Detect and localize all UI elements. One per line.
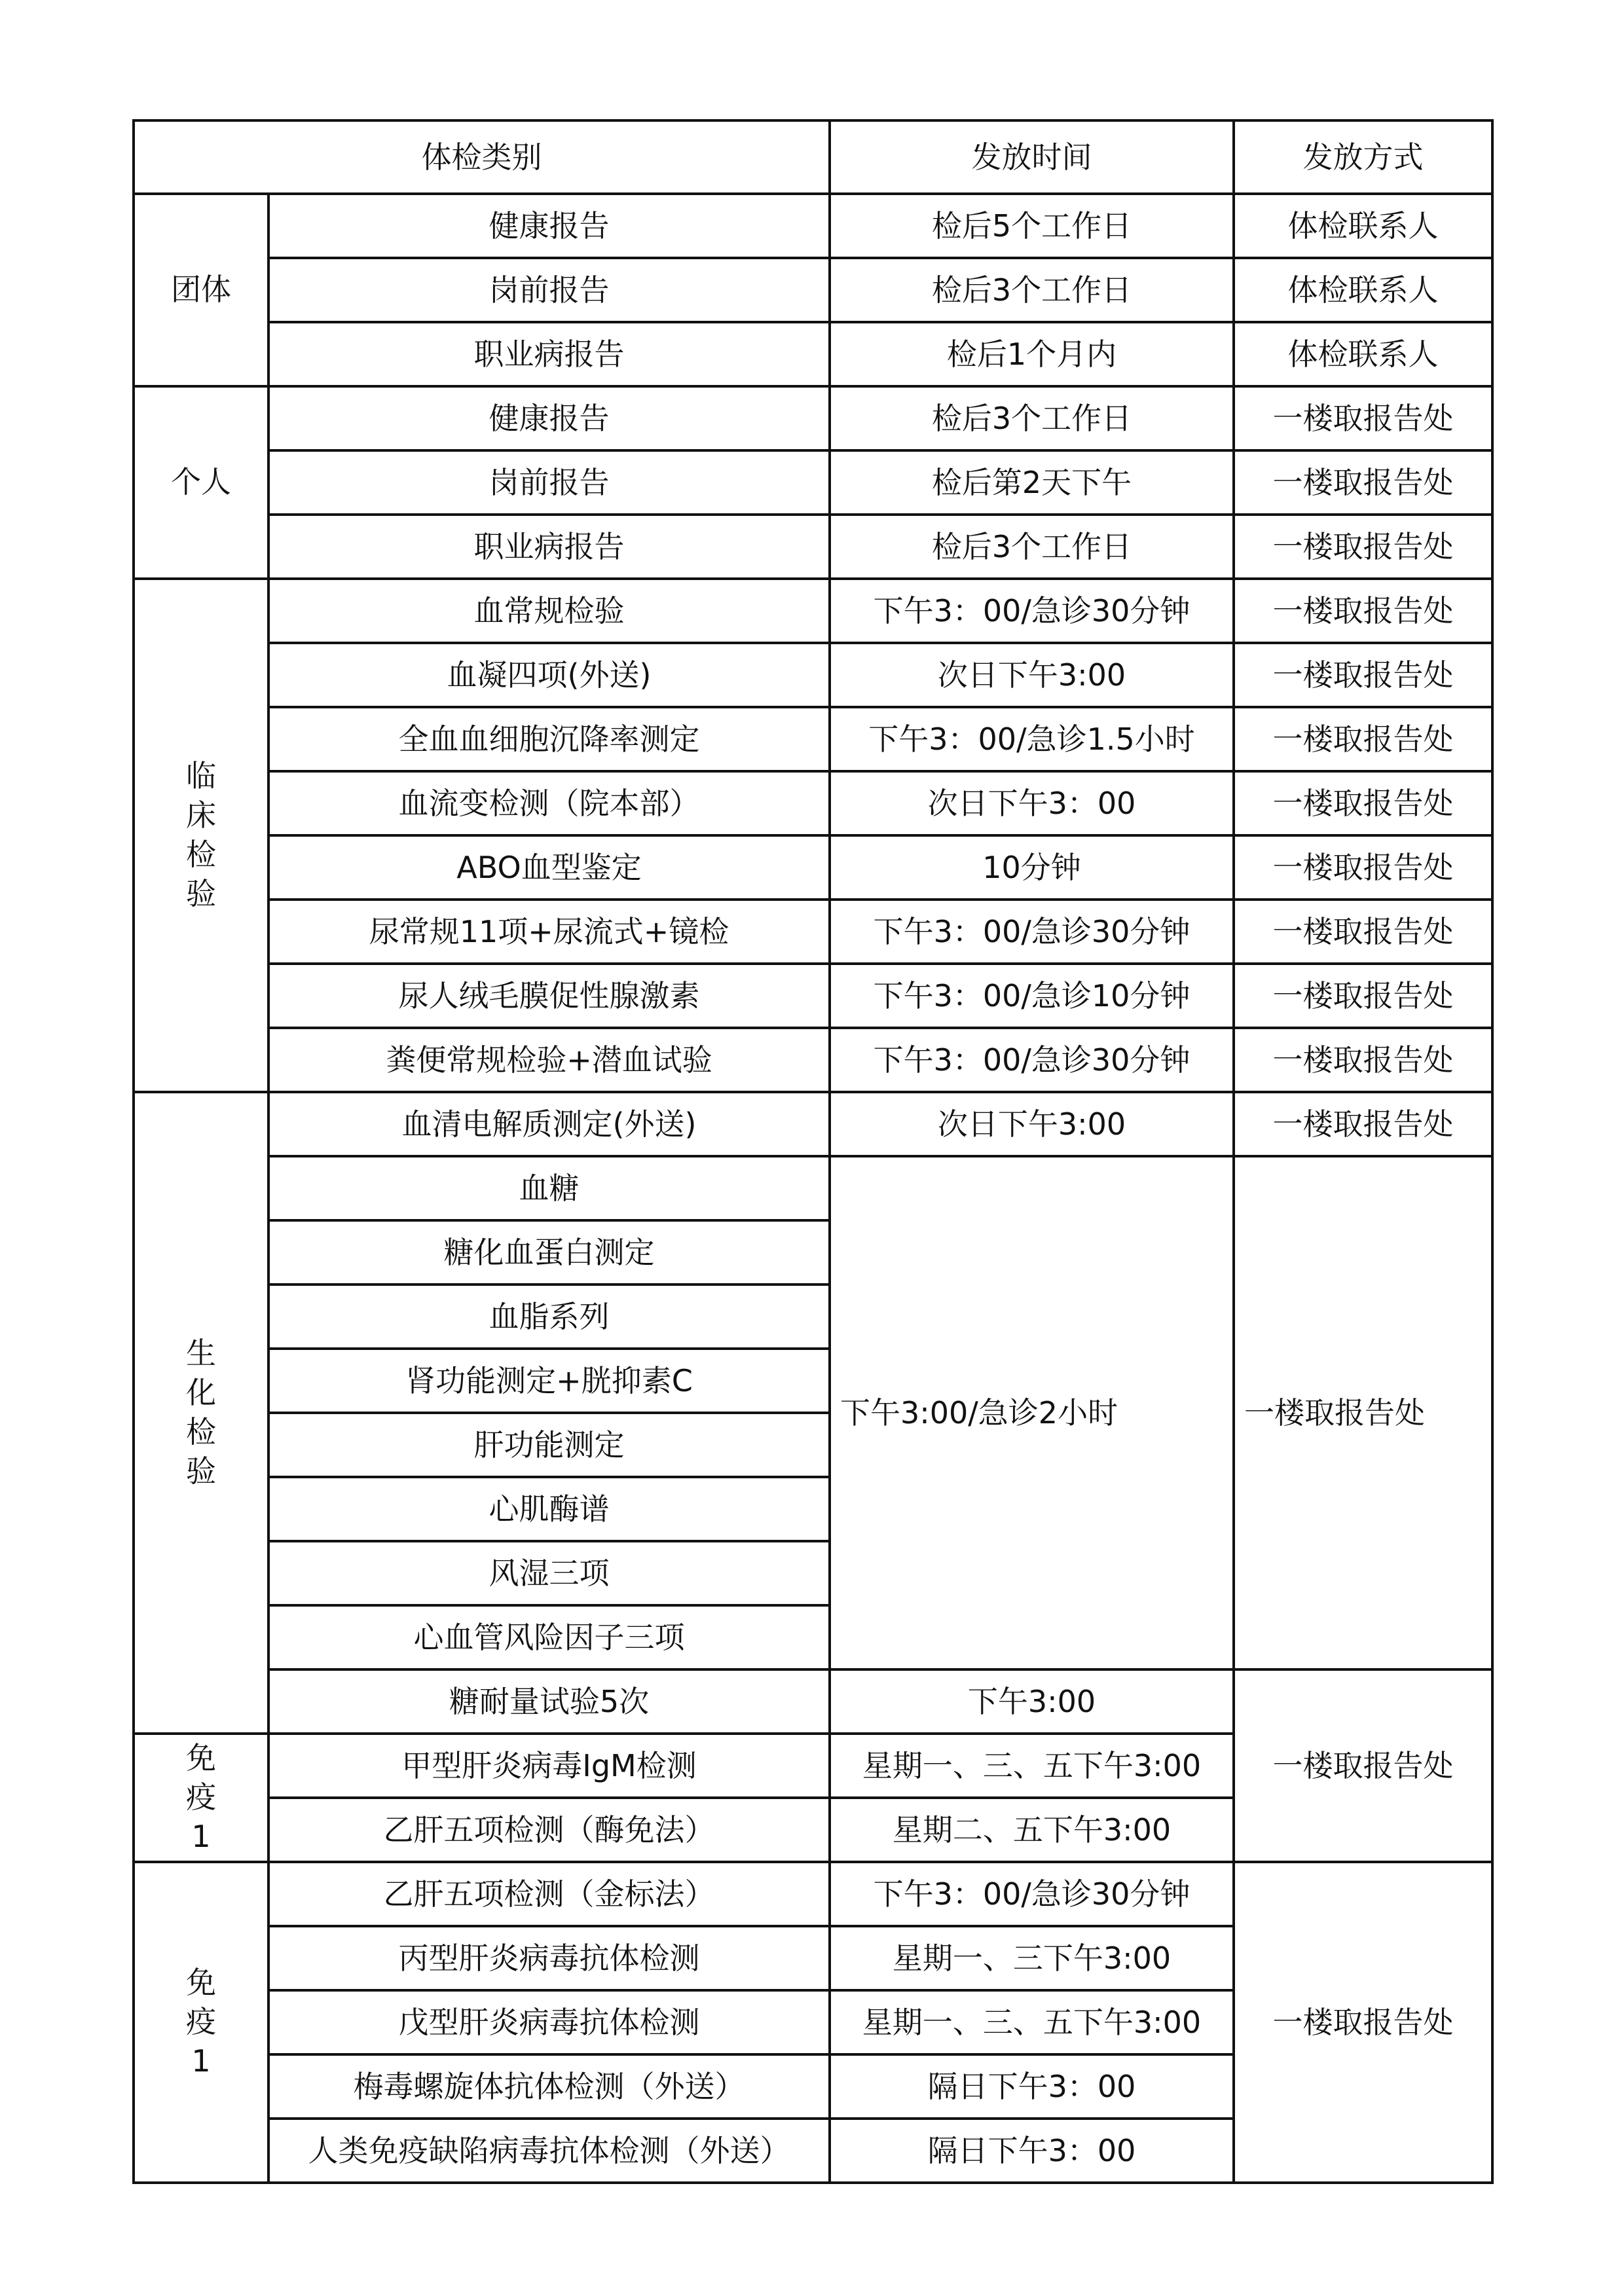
table-row: [134, 707, 1492, 771]
item-cell: 岗前报告: [268, 450, 830, 515]
merged-time-cell: 下午3:00/急诊2小时: [830, 1156, 1234, 1669]
item-cell: 乙肝五项检测（金标法）: [268, 1862, 830, 1926]
item-cell: 血脂系列: [268, 1285, 830, 1349]
report-release-table: [132, 119, 1494, 2184]
time-cell: 下午3：00/急诊30分钟: [830, 900, 1234, 964]
category-cell-individual: 个人: [134, 386, 268, 579]
method-cell: 一楼取报告处: [1234, 450, 1492, 515]
time-cell: 10分钟: [830, 835, 1234, 900]
time-cell: 检后3个工作日: [830, 386, 1234, 450]
table-row: [134, 643, 1492, 707]
item-cell: 健康报告: [268, 386, 830, 450]
time-cell: 检后5个工作日: [830, 194, 1234, 258]
method-cell: 一楼取报告处: [1234, 1028, 1492, 1092]
item-cell: 人类免疫缺陷病毒抗体检测（外送）: [268, 2119, 830, 2183]
item-cell: 粪便常规检验+潜血试验: [268, 1028, 830, 1092]
item-cell: 心血管风险因子三项: [268, 1605, 830, 1669]
time-cell: 星期一、三下午3:00: [830, 1926, 1234, 1990]
table-row: [134, 1862, 1492, 1926]
method-cell: 一楼取报告处: [1234, 643, 1492, 707]
item-cell: 职业病报告: [268, 515, 830, 579]
time-cell: 检后第2天下午: [830, 450, 1234, 515]
item-cell: 戊型肝炎病毒抗体检测: [268, 1990, 830, 2054]
table-row: [134, 771, 1492, 835]
method-cell: 体检联系人: [1234, 194, 1492, 258]
item-cell: 肾功能测定+胱抑素C: [268, 1349, 830, 1413]
category-label-immune-1: 免疫1: [186, 1740, 216, 1854]
time-cell: 下午3：00/急诊10分钟: [830, 964, 1234, 1028]
header-release-method: 发放方式: [1234, 120, 1492, 194]
table-row: [134, 1156, 1492, 1220]
table-row: [134, 194, 1492, 258]
item-cell: 乙肝五项检测（酶免法）: [268, 1798, 830, 1862]
method-cell: 一楼取报告处: [1234, 1092, 1492, 1156]
time-cell: 次日下午3:00: [830, 1092, 1234, 1156]
time-cell: 下午3：00/急诊30分钟: [830, 1028, 1234, 1092]
shared-method-cell: 一楼取报告处: [1234, 1669, 1492, 1862]
header-row: [134, 120, 1492, 194]
method-cell: 一楼取报告处: [1234, 707, 1492, 771]
table-row: [134, 386, 1492, 450]
time-cell: 星期一、三、五下午3:00: [830, 1990, 1234, 2054]
item-cell: 健康报告: [268, 194, 830, 258]
item-cell: 尿人绒毛膜促性腺激素: [268, 964, 830, 1028]
category-cell-immune-1: [134, 1734, 268, 1862]
category-cell-group: 团体: [134, 194, 268, 386]
time-cell: 检后1个月内: [830, 322, 1234, 386]
item-cell: 血清电解质测定(外送): [268, 1092, 830, 1156]
method-cell: 体检联系人: [1234, 258, 1492, 322]
item-cell: 肝功能测定: [268, 1413, 830, 1477]
item-cell: 全血血细胞沉降率测定: [268, 707, 830, 771]
table-row: [134, 964, 1492, 1028]
method-cell: 一楼取报告处: [1234, 579, 1492, 643]
table-row: [134, 579, 1492, 643]
table-row: [134, 258, 1492, 322]
time-cell: 星期二、五下午3:00: [830, 1798, 1234, 1862]
time-cell: 隔日下午3：00: [830, 2119, 1234, 2183]
method-cell: 体检联系人: [1234, 322, 1492, 386]
time-cell: 下午3：00/急诊30分钟: [830, 579, 1234, 643]
time-cell: 检后3个工作日: [830, 258, 1234, 322]
time-cell: 下午3:00: [830, 1669, 1234, 1734]
item-cell: 甲型肝炎病毒IgM检测: [268, 1734, 830, 1798]
item-cell: 岗前报告: [268, 258, 830, 322]
method-cell: 一楼取报告处: [1234, 964, 1492, 1028]
item-cell: 丙型肝炎病毒抗体检测: [268, 1926, 830, 1990]
shared-method-cell: 一楼取报告处: [1234, 1862, 1492, 2183]
method-cell: 一楼取报告处: [1234, 900, 1492, 964]
item-cell: 血糖: [268, 1156, 830, 1220]
table-row: [134, 515, 1492, 579]
item-cell: 职业病报告: [268, 322, 830, 386]
category-cell-biochem: [134, 1092, 268, 1734]
item-cell: 血流变检测（院本部）: [268, 771, 830, 835]
method-cell: 一楼取报告处: [1234, 386, 1492, 450]
category-label-immune-2: 免疫1: [186, 1965, 216, 2079]
time-cell: 隔日下午3：00: [830, 2054, 1234, 2119]
item-cell: 糖耐量试验5次: [268, 1669, 830, 1734]
category-label-clinical: 临床检验: [186, 758, 216, 911]
time-cell: 次日下午3:00: [830, 643, 1234, 707]
merged-method-cell: 一楼取报告处: [1234, 1156, 1492, 1669]
time-cell: 次日下午3：00: [830, 771, 1234, 835]
item-cell: 血凝四项(外送): [268, 643, 830, 707]
item-cell: 风湿三项: [268, 1541, 830, 1605]
item-cell: 血常规检验: [268, 579, 830, 643]
table-row: [134, 1028, 1492, 1092]
category-cell-immune-2: [134, 1862, 268, 2183]
table-row: [134, 1669, 1492, 1734]
time-cell: 检后3个工作日: [830, 515, 1234, 579]
method-cell: 一楼取报告处: [1234, 771, 1492, 835]
method-cell: 一楼取报告处: [1234, 835, 1492, 900]
item-cell: 糖化血蛋白测定: [268, 1220, 830, 1285]
table-row: [134, 450, 1492, 515]
header-category: 体检类别: [134, 120, 830, 194]
category-cell-clinical: [134, 579, 268, 1092]
table-row: [134, 1092, 1492, 1156]
item-cell: 尿常规11项+尿流式+镜检: [268, 900, 830, 964]
item-cell: 梅毒螺旋体抗体检测（外送）: [268, 2054, 830, 2119]
table-row: [134, 322, 1492, 386]
item-cell: 心肌酶谱: [268, 1477, 830, 1541]
table-row: [134, 900, 1492, 964]
time-cell: 下午3：00/急诊1.5小时: [830, 707, 1234, 771]
time-cell: 星期一、三、五下午3:00: [830, 1734, 1234, 1798]
time-cell: 下午3：00/急诊30分钟: [830, 1862, 1234, 1926]
table-row: [134, 835, 1492, 900]
category-label-biochem: 生化检验: [186, 1336, 216, 1489]
header-release-time: 发放时间: [830, 120, 1234, 194]
method-cell: 一楼取报告处: [1234, 515, 1492, 579]
item-cell: ABO血型鉴定: [268, 835, 830, 900]
